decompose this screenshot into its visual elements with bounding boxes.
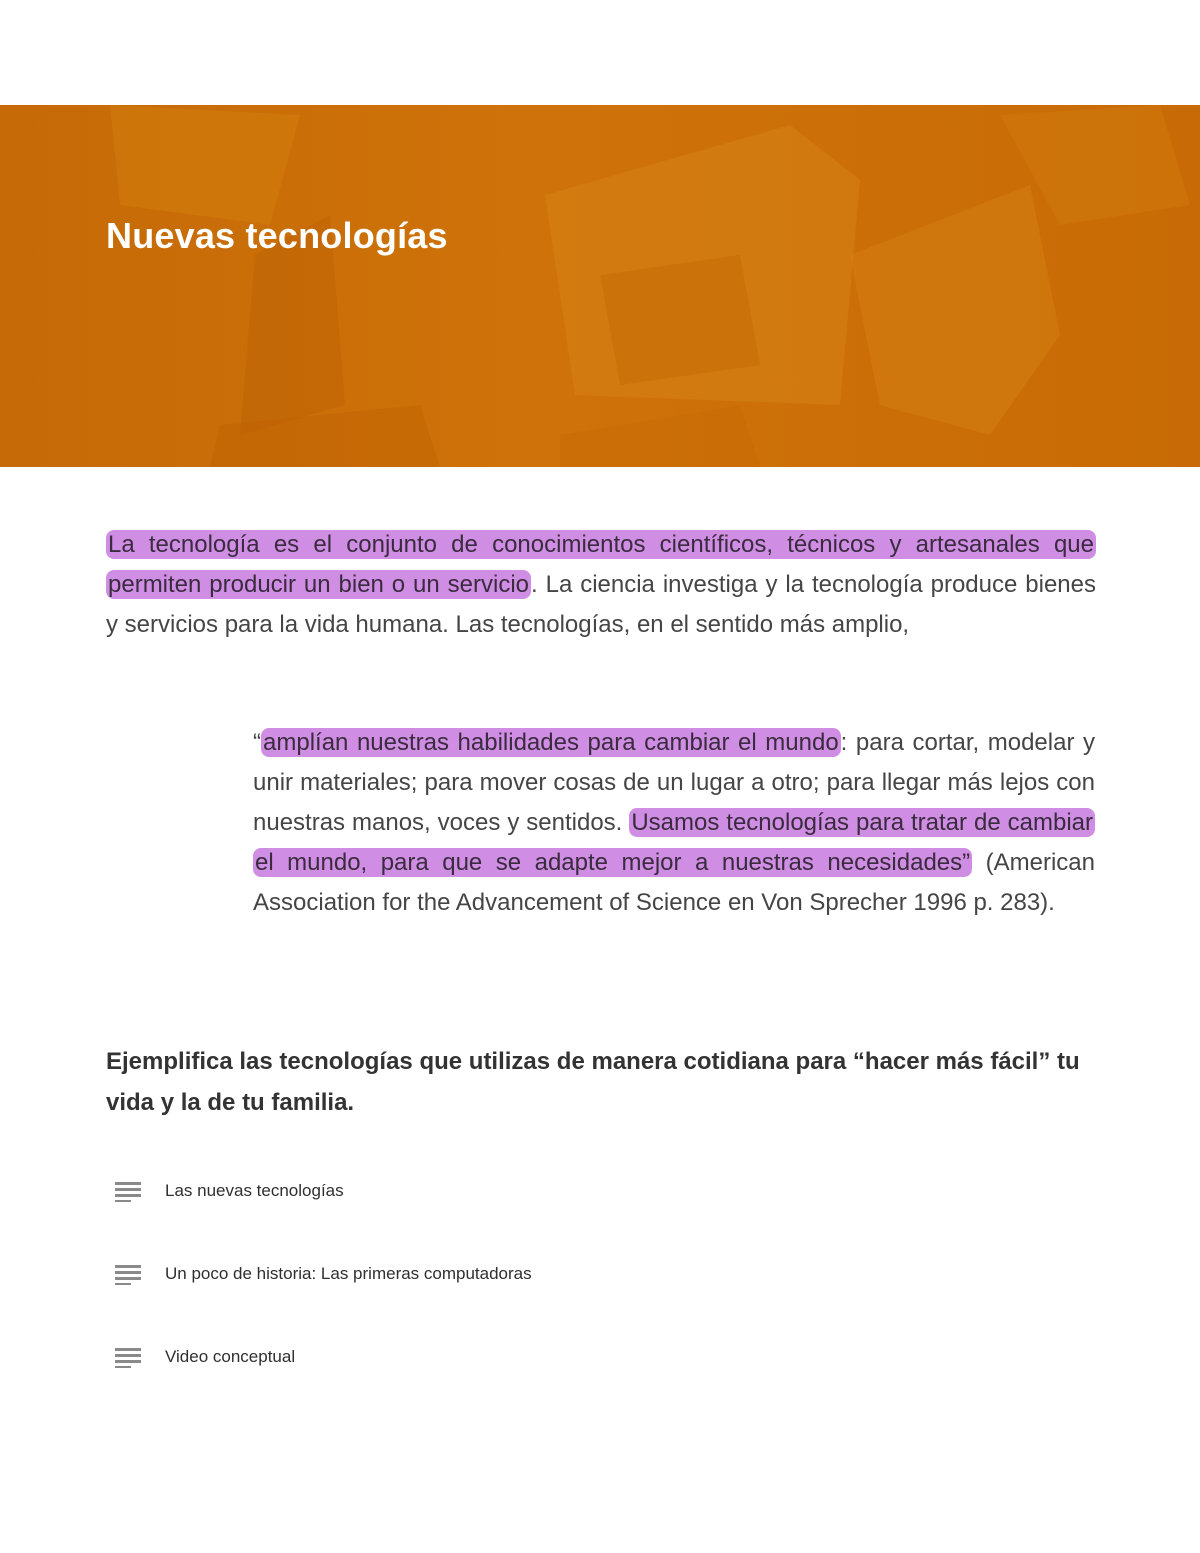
lines-icon xyxy=(115,1346,141,1368)
banner-background-shapes xyxy=(0,105,1200,467)
activity-question: Ejemplifica las tecnologías que utilizas de manera cotidiana para “hacer más fácil” tu vida y la de tu familia. xyxy=(106,1048,1080,1116)
related-link-item[interactable] xyxy=(106,1248,806,1300)
quote-open-mark: “ xyxy=(253,729,261,756)
lines-icon xyxy=(115,1263,141,1285)
quote-middle-text: : para cortar, modelar y unir materiales; para mover cosas de un lugar a otro; para llegar más lejos con nuestras manos, voces y sentidos. xyxy=(253,729,1096,836)
related-link-label[interactable]: Un poco de historia: Las primeras computadoras xyxy=(165,1264,532,1283)
intro-paragraph xyxy=(106,525,1096,645)
related-link-label[interactable]: Video conceptual xyxy=(165,1347,296,1366)
intro-text: . La ciencia investiga y la tecnología produce bienes y servicios para la vida humana. Las tecnologías, en el sentido más amplio, xyxy=(106,571,1096,638)
quote-highlight-1: amplían nuestras habilidades para cambiar el mundo xyxy=(263,729,839,756)
related-links-list xyxy=(106,1165,806,1414)
page-title: Nuevas tecnologías xyxy=(106,215,448,256)
lines-icon xyxy=(115,1180,141,1202)
quote-citation: (American Association for the Advancement of Science en Von Sprecher 1996 p. 283). xyxy=(253,849,1095,916)
related-link-item[interactable] xyxy=(106,1331,806,1383)
quote-highlight-2: Usamos tecnologías para tratar de cambiar el mundo, para que se adapte mejor a nuestras necesidades” xyxy=(255,809,1093,876)
intro-highlight: La tecnología es el conjunto de conocimientos científicos, técnicos y artesanales que permiten producir un bien o un servicio xyxy=(108,531,1094,598)
related-link-item[interactable] xyxy=(106,1165,806,1217)
block-quote xyxy=(253,723,1095,923)
header-banner xyxy=(0,105,1200,467)
related-link-label[interactable]: Las nuevas tecnologías xyxy=(165,1181,344,1200)
